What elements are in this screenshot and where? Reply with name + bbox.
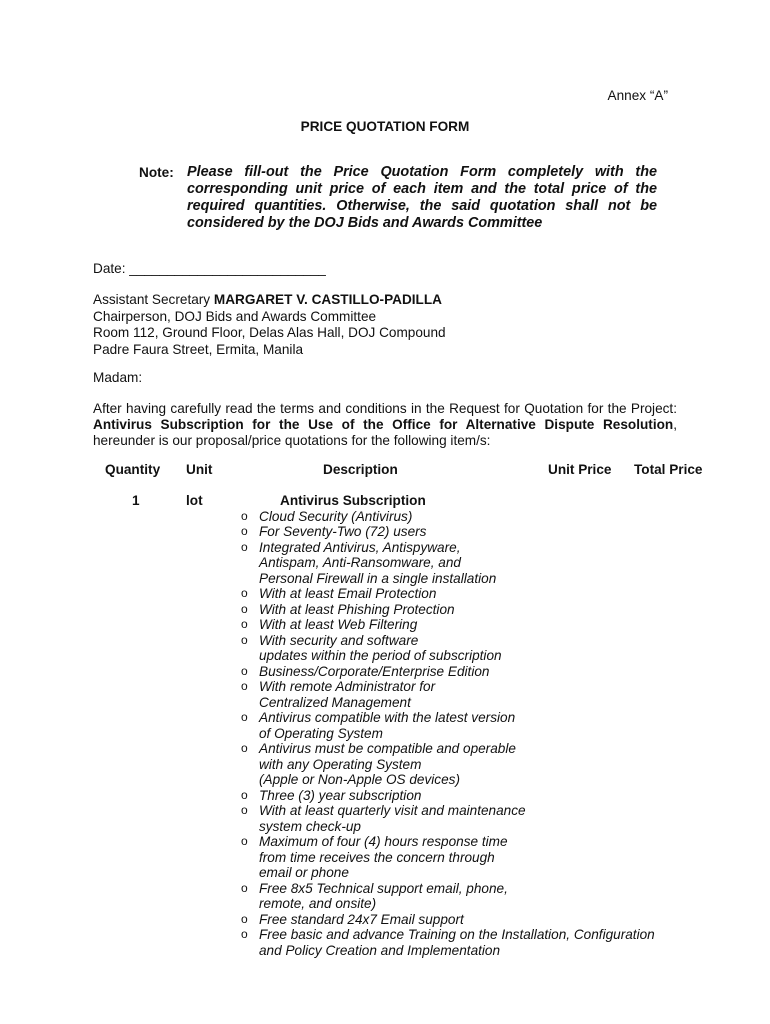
bullet-marker: o — [241, 508, 248, 523]
list-item — [0, 664, 770, 680]
list-item — [0, 633, 770, 664]
list-item-text: with any Operating System — [259, 756, 422, 772]
list-item-text: Cloud Security (Antivirus) — [259, 508, 413, 524]
bullet-marker: o — [241, 710, 248, 724]
list-item-text: Integrated Antivirus, Antispyware, — [259, 539, 461, 555]
intro-paragraph — [93, 401, 677, 449]
row-unit: lot — [186, 493, 203, 508]
bullet-marker: o — [241, 617, 248, 631]
list-item-text: Three (3) year subscription — [259, 787, 422, 803]
list-item — [0, 679, 770, 710]
header-quantity: Quantity — [105, 462, 161, 477]
list-item-text: Free basic and advance Training on the Installation, Configuration — [259, 927, 655, 942]
list-item-text: Maximum of four (4) hours response time — [259, 834, 508, 849]
list-item — [0, 540, 770, 587]
list-item — [0, 710, 770, 741]
header-unit-price: Unit Price — [548, 462, 612, 477]
bullet-marker: o — [241, 880, 248, 895]
addressee-block — [93, 292, 446, 358]
list-item-text: Centralized Management — [259, 694, 411, 710]
list-item — [0, 788, 770, 804]
description-title: Antivirus Subscription — [280, 493, 426, 508]
list-item-text: With security and software — [259, 632, 419, 648]
bullet-marker: o — [241, 741, 248, 755]
intro-text-2: , hereunder is our proposal/price quotations for the following item/s: — [93, 417, 677, 448]
list-item-text: With at least Phishing Protection — [259, 601, 455, 617]
list-item-text: (Apple or Non-Apple OS devices) — [259, 772, 460, 787]
intro-text-1: After having carefully read the terms and conditions in the Request for Quotation for the Project: — [93, 401, 677, 416]
list-item — [0, 912, 770, 928]
bullet-marker: o — [241, 927, 248, 941]
list-item-text: Antivirus must be compatible and operable — [259, 741, 516, 756]
list-item — [0, 509, 770, 525]
list-item-text: Free 8x5 Technical support email, phone, — [259, 880, 508, 896]
list-item-text: updates within the period of subscription — [259, 648, 502, 663]
list-item-text: of Operating System — [259, 725, 383, 741]
list-item — [0, 602, 770, 618]
bullet-marker: o — [241, 524, 248, 538]
list-item-text: system check-up — [259, 818, 361, 834]
list-item — [0, 617, 770, 633]
bullet-marker: o — [241, 632, 248, 647]
bullet-marker: o — [241, 787, 248, 802]
header-total-price: Total Price — [634, 462, 703, 477]
salutation: Madam: — [93, 370, 143, 385]
addressee-position: Chairperson, DOJ Bids and Awards Committee — [93, 308, 377, 324]
list-item-text: With at least Web Filtering — [259, 617, 418, 632]
list-item — [0, 586, 770, 602]
bullet-marker: o — [241, 834, 248, 848]
note-text: Please fill-out the Price Quotation Form completely with the corresponding unit price of each item and the total price of the required quantities. Otherwise, the said quotation shall not be considered by the DOJ Bids and Awards Committee — [187, 164, 657, 231]
list-item-text: With remote Administrator for — [259, 679, 436, 694]
bullet-marker: o — [241, 911, 248, 926]
list-item — [0, 524, 770, 540]
list-item-text: With at least quarterly visit and maintenance — [259, 803, 526, 818]
header-description: Description — [323, 462, 398, 477]
addressee-name-line — [93, 292, 446, 309]
list-item-text: Personal Firewall in a single installation — [259, 570, 497, 586]
list-item-text: Antispam, Anti-Ransomware, and — [259, 555, 461, 570]
bullet-marker: o — [241, 539, 248, 554]
header-unit: Unit — [186, 462, 213, 477]
row-quantity: 1 — [132, 493, 140, 508]
addressee-room: Room 112, Ground Floor, Delas Alas Hall, DOJ Compound — [93, 325, 446, 340]
bullet-marker: o — [241, 586, 248, 600]
bullet-marker: o — [241, 663, 248, 678]
list-item — [0, 927, 770, 958]
list-item-text: Business/Corporate/Enterprise Edition — [259, 663, 490, 679]
note-block — [139, 164, 659, 232]
date-line: Date: __________________________ — [93, 261, 326, 276]
form-title: PRICE QUOTATION FORM — [300, 119, 470, 134]
list-item-text: email or phone — [259, 865, 349, 880]
bullet-marker: o — [241, 601, 248, 616]
list-item-text: Antivirus compatible with the latest version — [259, 710, 516, 725]
list-item-text: Free standard 24x7 Email support — [259, 911, 464, 927]
list-item-text: remote, and onsite) — [259, 896, 377, 911]
note-label: Note: — [139, 165, 174, 180]
list-item — [0, 881, 770, 912]
list-item-text: from time receives the concern through — [259, 849, 495, 865]
bullet-marker: o — [241, 679, 248, 693]
list-item — [0, 834, 770, 881]
list-item — [0, 803, 770, 834]
list-item — [0, 741, 770, 788]
list-item-text: For Seventy-Two (72) users — [259, 524, 427, 539]
addressee-title: Assistant Secretary — [93, 292, 214, 307]
project-name: Antivirus Subscription for the Use of the Office for Alternative Dispute Resolution — [93, 417, 674, 432]
annex-label: Annex “A” — [607, 88, 668, 103]
list-item-text: With at least Email Protection — [259, 586, 437, 601]
description-list — [0, 509, 770, 959]
list-item-text: and Policy Creation and Implementation — [259, 942, 501, 958]
addressee-name: MARGARET V. CASTILLO-PADILLA — [213, 292, 442, 307]
addressee-street: Padre Faura Street, Ermita, Manila — [93, 341, 304, 357]
bullet-marker: o — [241, 803, 248, 817]
